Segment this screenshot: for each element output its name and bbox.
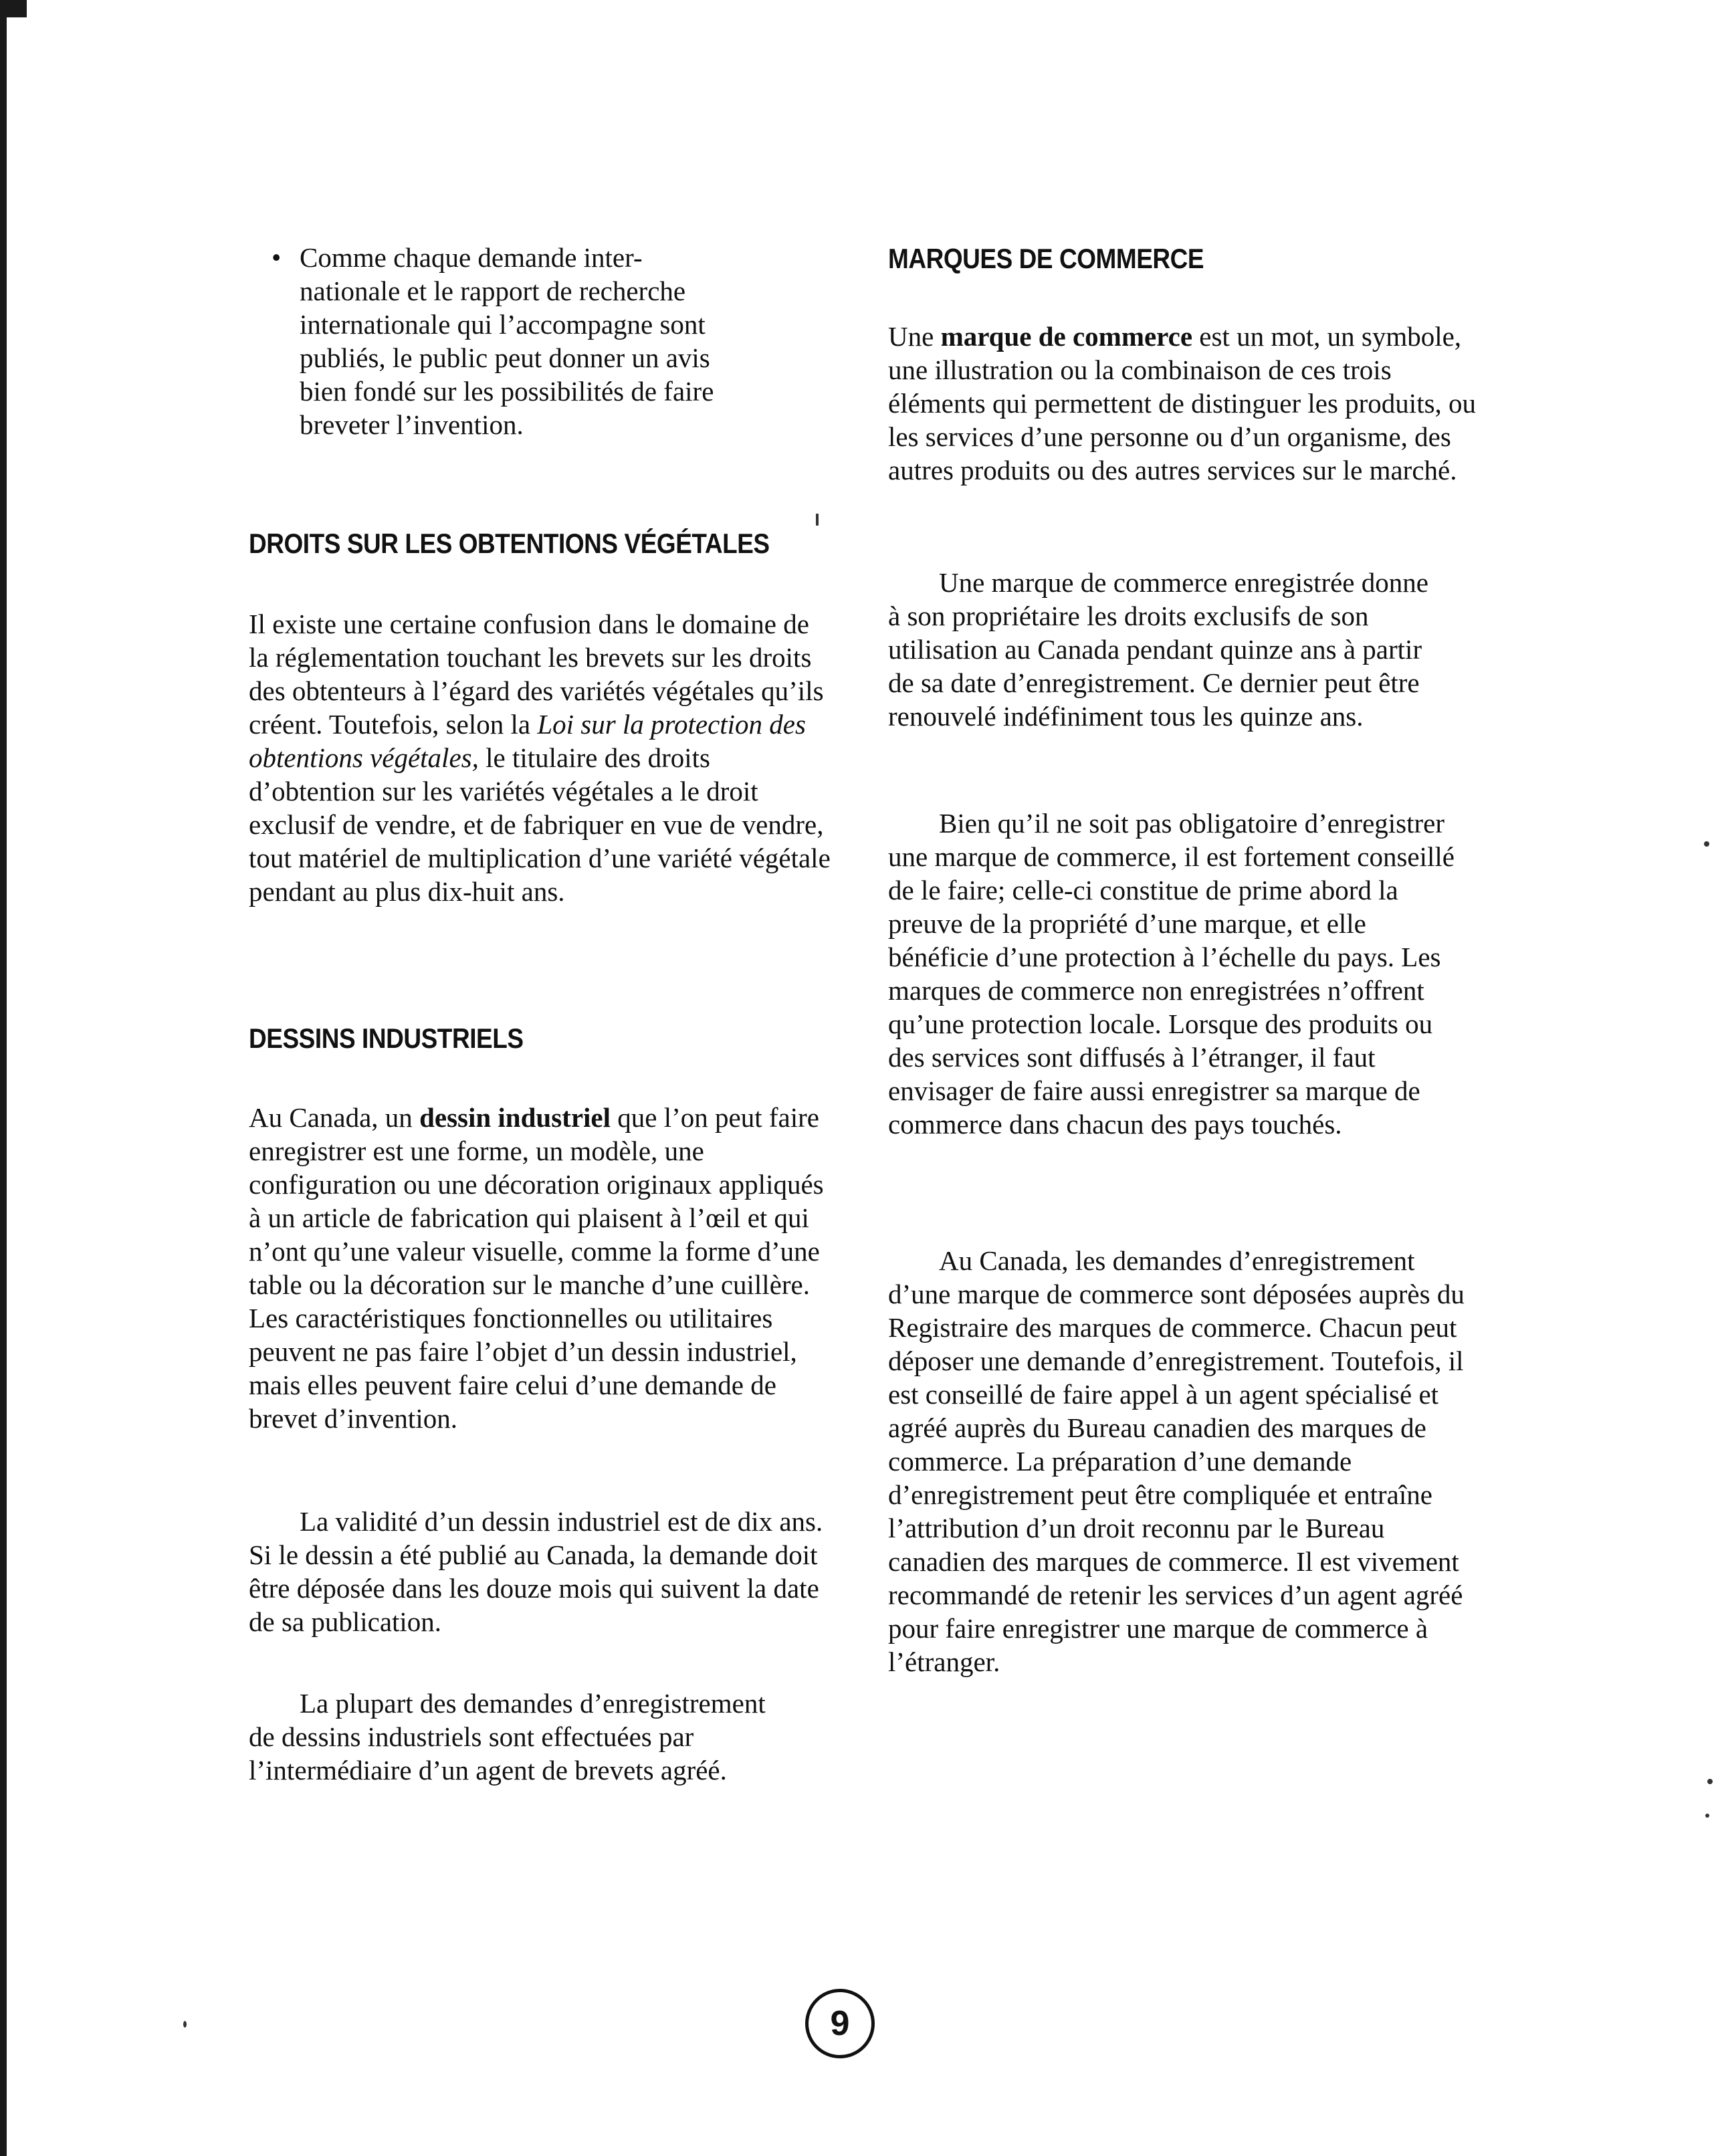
trademarks-paragraph-3: Bien qu’il ne soit pas obligatoire d’enregistrer une marque de commerce, il est fortement conseillé de le faire; celle-ci constitue de prime abord la preuve de la propriété d’une marque, et elle bénéficie d’une protection à l’échelle du pays. Les marques de commerce non enregistrées n’offrent qu’une protection locale. Lorsque des produits ou des services sont diffusés à l’étranger, il faut envisager de faire aussi enregistrer sa marque de commerce dans chacun des pays touchés.	[888, 808, 1455, 1140]
industrial-designs-paragraph-2: La validité d’un dessin industriel est de dix ans. Si le dessin a été publié au Canada, la demande doit être déposée dans les douze mois qui suivent la date de sa publication.	[249, 1506, 823, 1637]
marks-text-pre: Une	[888, 321, 941, 352]
plant-text-part2: le titulaire des droits d’obtention sur les variétés végétales a le droit exclusif de vendre, et de fabriquer en vue de vendre, tout matériel de multiplication d’une variété végétale pendant au plus dix-huit ans.	[249, 742, 831, 907]
bullet-line: internationale qui l’accompagne sont	[300, 309, 706, 340]
plant-breeders-paragraph	[249, 607, 831, 908]
bullet-line: nationale et le rapport de recherche	[300, 276, 686, 306]
industrial-designs-paragraph-3: La plupart des demandes d’enregistrement de dessins industriels sont effectuées par l’intermédiaire d’un agent de brevets agréé.	[249, 1688, 766, 1786]
trademarks-paragraph-2: Une marque de commerce enregistrée donne à son propriétaire les droits exclusifs de son utilisation au Canada pendant quinze ans à partir de sa date d’enregistrement. Ce dernier peut être renouvelé indéfiniment tous les quinze ans.	[888, 567, 1428, 732]
industrial-designs-paragraph-1	[249, 1101, 831, 1435]
bullet-icon: •	[272, 242, 282, 273]
designs-text-post: que l’on peut faire enregistrer est une forme, un modèle, une configuration ou une décoration originaux appliqués à un article de fabrication qui plaisent à l’œil et qui n’ont qu’une valeur visuelle, comme la forme d’une table ou la décoration sur le manche d’une cuillère. Les caractéristiques fonctionnelles ou utilitaires peuvent ne pas faire l’objet d’un dessin industriel, mais elles peuvent faire celui d’une demande de brevet d’invention.	[249, 1102, 824, 1434]
trademarks-paragraph-1	[888, 320, 1477, 487]
scan-speck	[1705, 1814, 1709, 1818]
trademarks-paragraph-4: Au Canada, les demandes d’enregistrement d’une marque de commerce sont déposées auprès du Registraire des marques de commerce. Chacun peut déposer une demande d’enregistrement. Toutefois, il est conseillé de faire appel à un agent spécialisé et agréé auprès du Bureau canadien des marques de commerce. La préparation d’une demande d’enregistrement peut être compliquée et entraîne l’attribution d’un droit reconnu par le Bureau canadien des marques de commerce. Il est vivement recommandé de retenir les services d’un agent agréé pour faire enregistrer une marque de commerce à l’étranger.	[888, 1245, 1465, 1677]
marks-text-post: est un mot, un symbole, une illustration ou la combinaison de ces trois éléments qui permettent de distinguer les produits, ou les services d’une personne ou d’un organisme, des autres produits ou des autres services sur le marché.	[888, 321, 1477, 486]
heading-trademarks: MARQUES DE COMMERCE	[888, 243, 1204, 274]
marks-term: marque de commerce	[940, 321, 1193, 352]
scan-speck	[816, 514, 819, 526]
bullet-line: bien fondé sur les possibilités de faire	[300, 376, 714, 407]
heading-industrial-designs: DESSINS INDUSTRIELS	[249, 1022, 524, 1054]
page-number: 9	[805, 1989, 875, 2058]
scan-speck	[1704, 841, 1709, 847]
bullet-line: Comme chaque demande inter-	[300, 242, 643, 273]
scan-speck	[1707, 1779, 1713, 1784]
designs-term: dessin industriel	[419, 1102, 611, 1133]
plant-text-part1: Il existe une certaine confusion dans le domaine de la réglementation touchant les brevets sur les droits des obtenteurs à l’égard des variétés végétales qu’ils créent. Toutefois, selon la	[249, 609, 824, 740]
bullet-item	[272, 241, 821, 441]
plant-law-title: Loi sur la protection des obtentions végétales,	[249, 709, 806, 773]
scan-edge-notch	[0, 0, 27, 17]
bullet-line: publiés, le public peut donner un avis	[300, 342, 710, 373]
designs-text-pre: Au Canada, un	[249, 1102, 420, 1133]
heading-plant-breeders-rights: DROITS SUR LES OBTENTIONS VÉGÉTALES	[249, 528, 770, 559]
scan-edge	[0, 0, 7, 2156]
scan-speck	[183, 2021, 187, 2028]
bullet-line: breveter l’invention.	[300, 409, 524, 440]
